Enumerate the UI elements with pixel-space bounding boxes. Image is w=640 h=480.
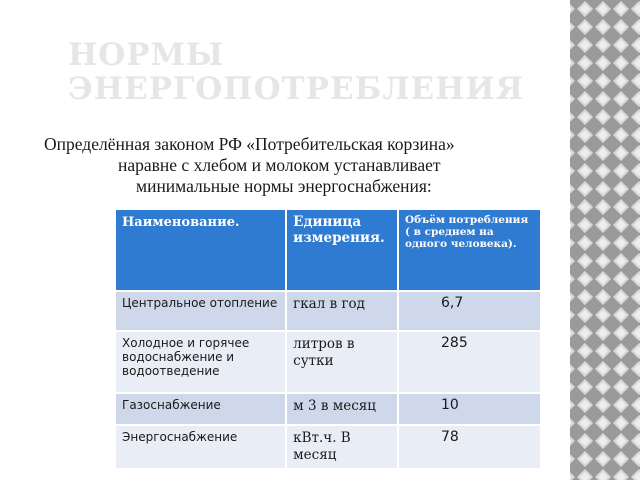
cell-unit: литров в сутки (286, 331, 398, 393)
energy-norms-table (114, 208, 542, 470)
table-row (115, 393, 541, 425)
cell-volume: 78 (398, 425, 541, 469)
table-header-row (115, 209, 541, 291)
cell-volume: 10 (398, 393, 541, 425)
table-row (115, 425, 541, 469)
cell-volume: 285 (398, 331, 541, 393)
cell-volume: 6,7 (398, 291, 541, 331)
header-name: Наименование. (115, 209, 286, 291)
header-unit: Единица измерения. (286, 209, 398, 291)
cell-unit: гкал в год (286, 291, 398, 331)
cell-unit: м 3 в месяц (286, 393, 398, 425)
slide-title: НОРМЫ ЭНЕРГОПОТРЕБЛЕНИЯ (68, 37, 525, 107)
intro-line-3: минимальные нормы энергоснабжения: (136, 176, 432, 196)
intro-line-1: Определённая законом РФ «Потребительская корзина» (44, 134, 455, 154)
table-row (115, 331, 541, 393)
decorative-side-panel (570, 0, 640, 480)
intro-line-2: наравне с хлебом и молоком устанавливает (118, 155, 441, 175)
table-row (115, 291, 541, 331)
intro-paragraph (44, 134, 574, 197)
cell-name: Энергоснабжение (115, 425, 286, 469)
cell-name: Газоснабжение (115, 393, 286, 425)
cell-unit: кВт.ч. В месяц (286, 425, 398, 469)
cell-name: Холодное и горячее водоснабжение и водоотведение (115, 331, 286, 393)
cell-name: Центральное отопление (115, 291, 286, 331)
header-volume: Объём потребления ( в среднем на одного человека). (398, 209, 541, 291)
